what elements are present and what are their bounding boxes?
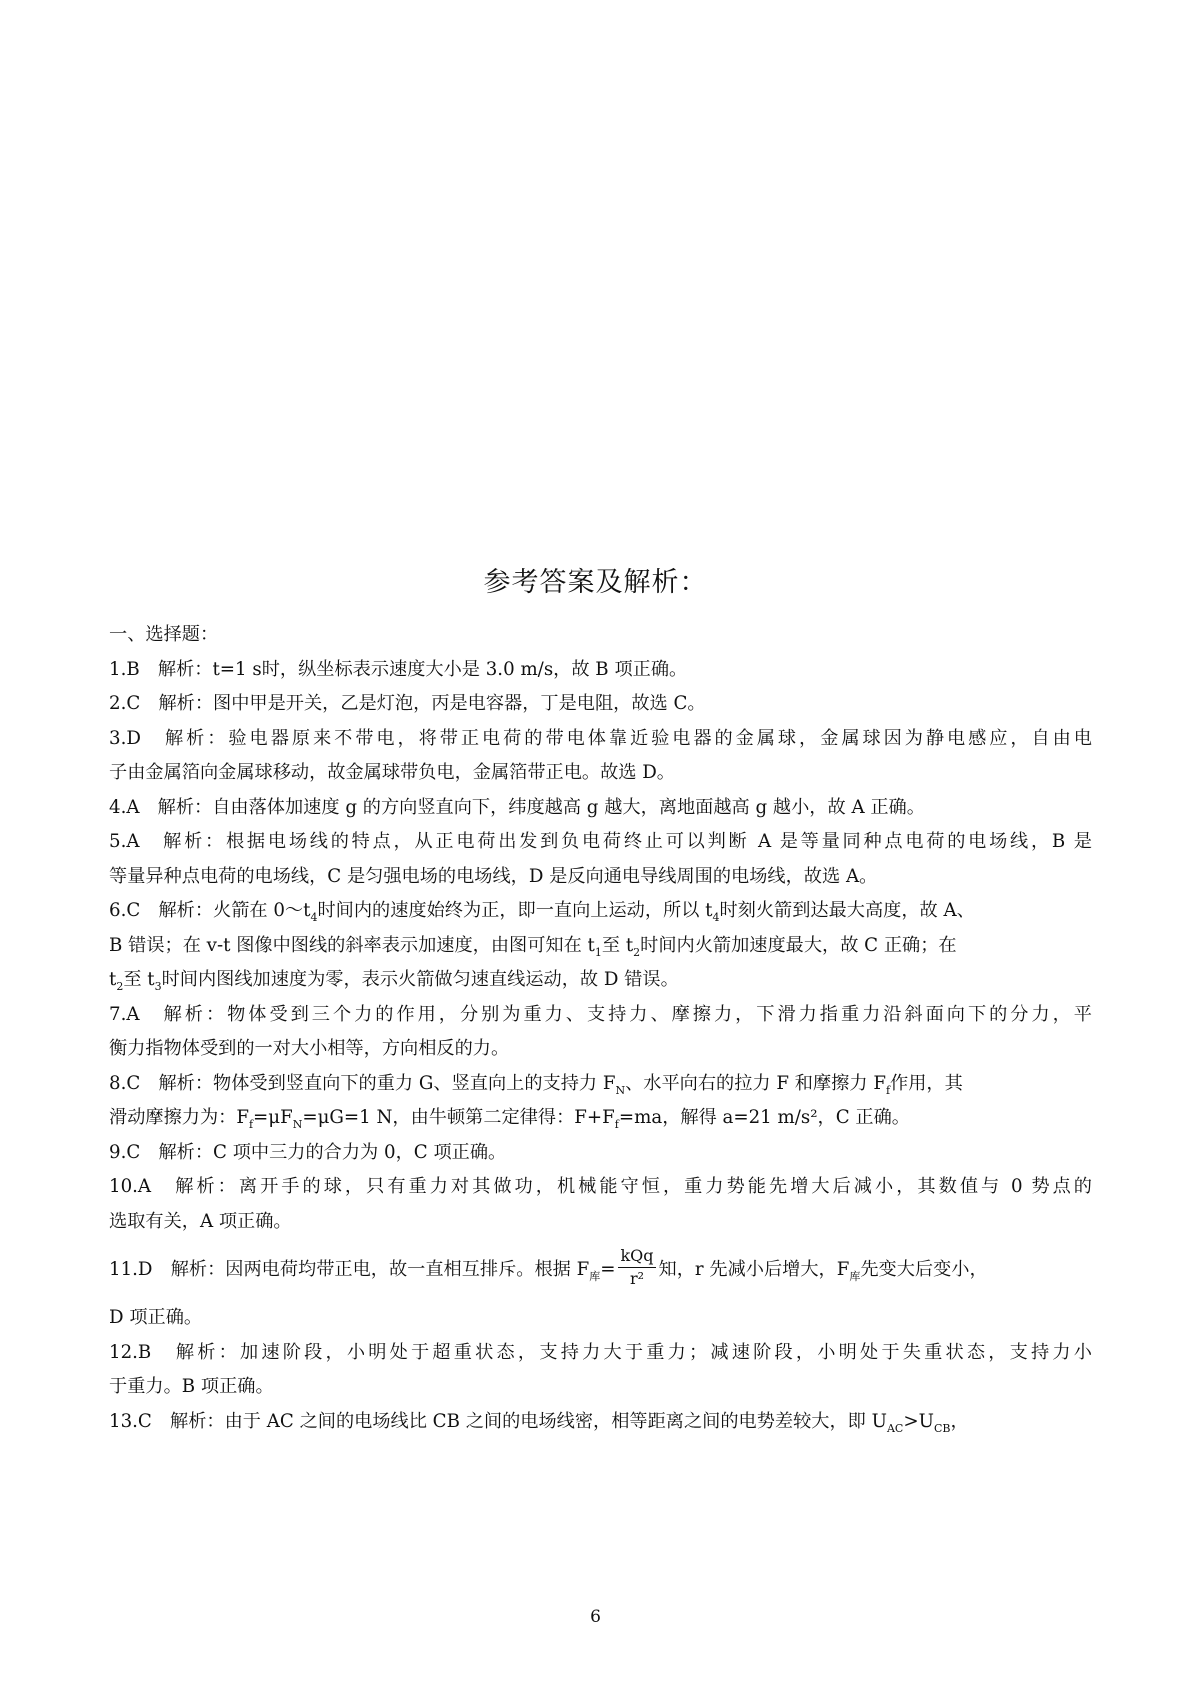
answer-12-line-2: 于重力。B 项正确。 [109, 1376, 274, 1397]
section-heading: 一、选择题： [109, 624, 219, 645]
answer-11-line-2: D 项正确。 [109, 1307, 203, 1328]
answer-5-line-2: 等量异种点电荷的电场线，C 是匀强电场的电场线，D 是反向通电导线周围的电场线，故选 A。 [109, 865, 878, 887]
answer-8-line-2: 滑动摩擦力为：$F_f=\mu F_N=\mu G=1$ N，由牛顿第二定律得：$F+F_f=ma$，解得 a=21 m/s²，C 正确。 [109, 1107, 910, 1131]
answer-8-line-1: 8.C 解析：物体受到竖直向下的重力 G、竖直向上的支持力 $F_N$、水平向右的拉力 F 和摩擦力 $F_f$作用，其 [109, 1072, 963, 1097]
answer-6-line-2: B 错误；在 v-t 图像中图线的斜率表示加速度，由图可知在 $t_1$至 $t_2$时间内火箭加速度最大，故 C 正确；在 [109, 934, 957, 959]
answer-7-line-1: 7.A 解析：物体受到三个力的作用，分别为重力、支持力、摩擦力，下滑力指重力沿斜面向下的分力，平 [109, 1003, 1092, 1025]
answer-10-line-2: 选取有关，A 项正确。 [109, 1210, 292, 1232]
page-title: 参考答案及解析： [483, 567, 708, 598]
answer-10-line-1: 10.A 解析：离开手的球，只有重力对其做功，机械能守恒，重力势能先增大后减小，其数值与 0 势点的 [109, 1176, 1092, 1197]
answer-4: 4.A 解析：自由落体加速度 g 的方向竖直向下，纬度越高 g 越大，离地面越高 g 越小，故 A 正确。 [109, 796, 925, 818]
answer-5-line-1: 5.A 解析：根据电场线的特点，从正电荷出发到负电荷终止可以判断 A 是等量同种点电荷的电场线，B 是 [109, 831, 1092, 852]
fraction-numerator: kQq [618, 1245, 655, 1268]
answer-13-line-1: 13.C 解析：由于 AC 之间的电场线比 CB 之间的电场线密，相等距离之间的电势差较大，即 $U_{AC}>U_{CB}$， [109, 1410, 969, 1435]
answer-3-line-2: 子由金属箔向金属球移动，故金属球带负电，金属箔带正电。故选 D。 [109, 762, 675, 783]
answer-12-line-1: 12.B 解析：加速阶段，小明处于超重状态，支持力大于重力；减速阶段，小明处于失重状态，支持力小 [109, 1341, 1092, 1363]
coulomb-fraction [618, 1245, 655, 1290]
answer-11-line-1: 11.D 解析：因两电荷均带正电，故一直相互排斥。根据 $F_库=$ $\frac{\text{kQq}}{\text{r²}}$ 知，r 先减小后增大，$F_库$先变大后变小， [109, 1245, 988, 1288]
answer-6-line-1: 6.C 解析：火箭在 $0\sim t_4$时间内的速度始终为正，即一直向上运动，所以 $t_4$时刻火箭到达最大高度，故 A、 [109, 900, 975, 924]
answer-3-line-1: 3.D 解析：验电器原来不带电，将带正电荷的带电体靠近验电器的金属球，金属球因为静电感应，自由电 [109, 727, 1092, 749]
answer-2: 2.C 解析：图中甲是开关，乙是灯泡，丙是电容器，丁是电阻，故选 C。 [109, 693, 706, 714]
answer-body [109, 618, 1092, 1439]
answer-1: 1.B 解析：t=1 s时，纵坐标表示速度大小是 3.0 m/s，故 B 项正确。 [109, 658, 688, 680]
page-number: 6 [590, 1607, 601, 1627]
fraction-denominator: r² [629, 1268, 645, 1288]
answer-7-line-2: 衡力指物体受到的一对大小相等，方向相反的力。 [109, 1038, 510, 1059]
answer-9: 9.C 解析：C 项中三力的合力为 0，C 项正确。 [109, 1141, 507, 1163]
answer-6-line-3: $t_2$至 $t_3$时间内图线加速度为零，表示火箭做匀速直线运动，故 D 错误。 [109, 969, 679, 993]
